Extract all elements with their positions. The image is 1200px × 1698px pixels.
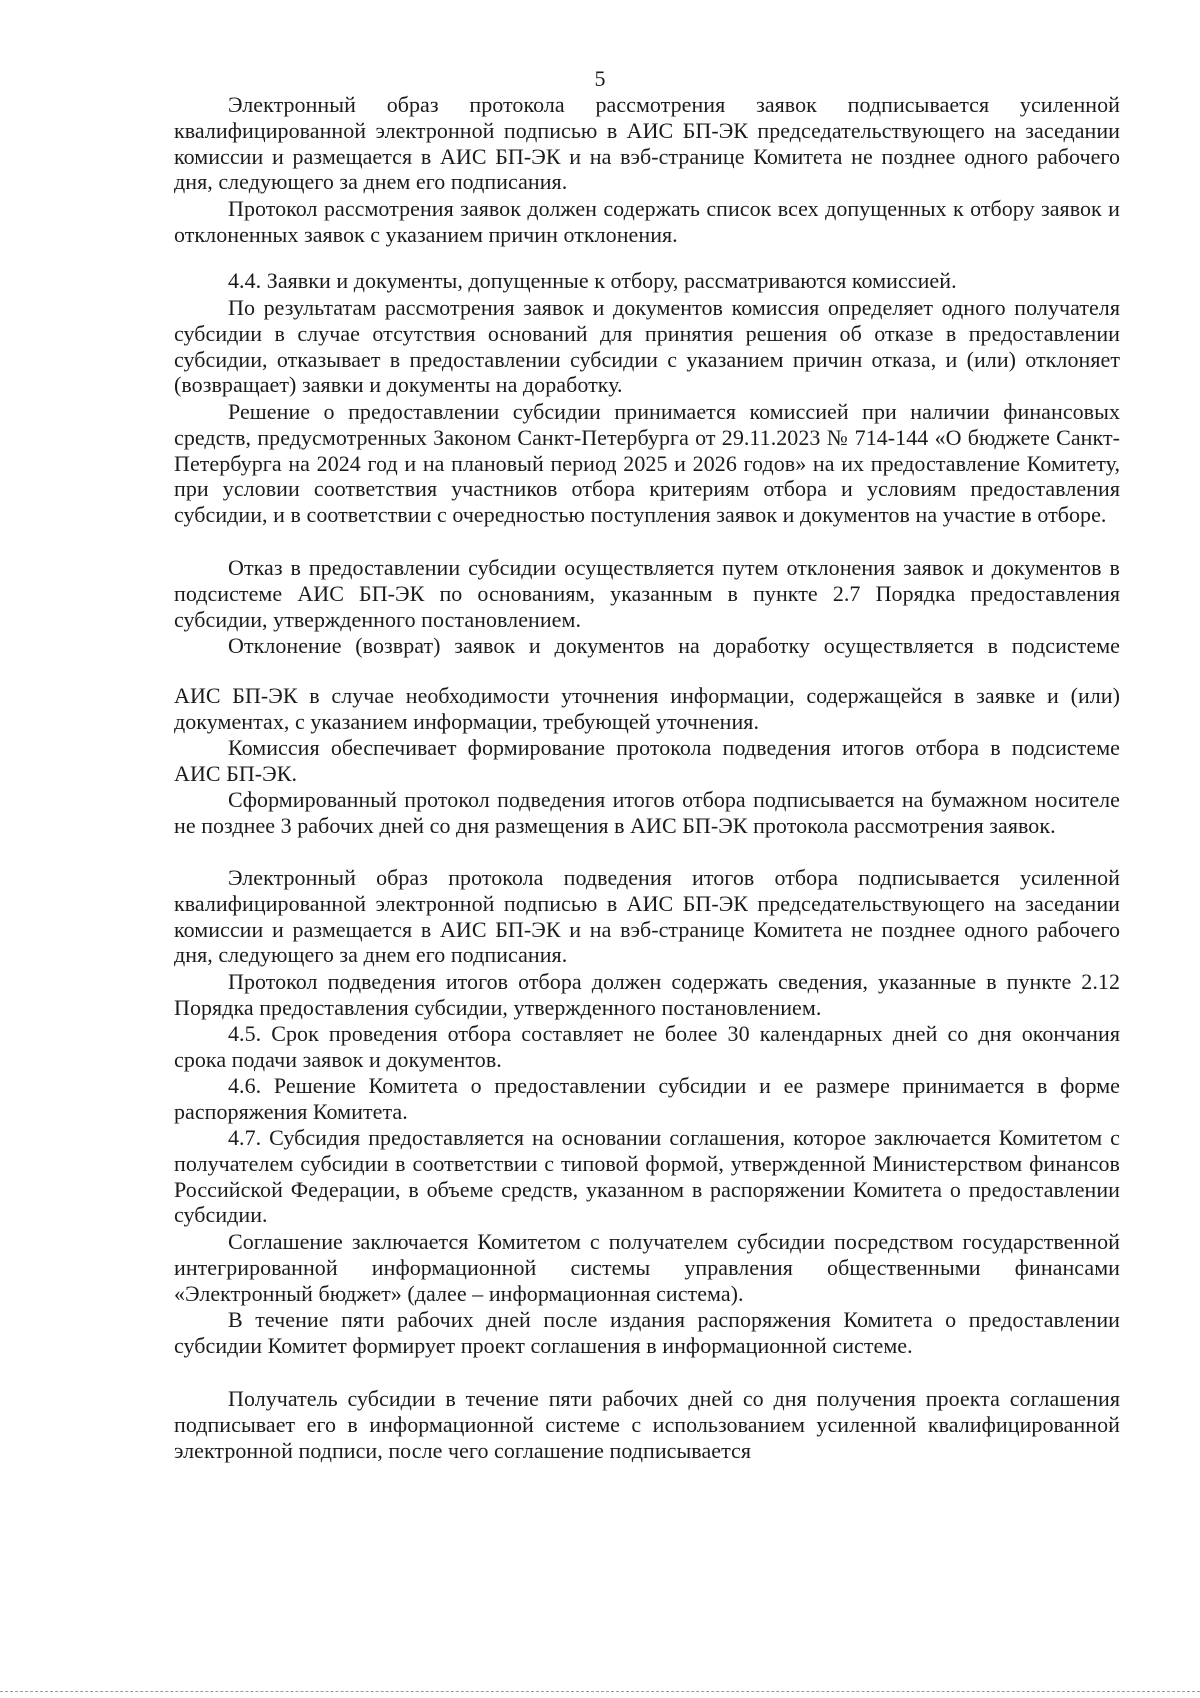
paragraph: Протокол рассмотрения заявок должен содержать список всех допущенных к отбору заявок и отклоненных заявок с указанием причин отклонения. [174,196,1120,247]
page-number: 5 [594,66,606,91]
page-bottom-edge [0,1691,1200,1692]
paragraph: Получатель субсидии в течение пяти рабочих дней со дня получения проекта соглашения подписывает его в информационной системе с использованием усиленной квалифицированной электронной подписи, после чего соглашение подписывается [174,1386,1120,1463]
paragraph: Соглашение заключается Комитетом с получателем субсидии посредством государственной интегрированной информационной системы управления общественными финансами «Электронный бюджет» (далее – информационная система). [174,1229,1120,1306]
paragraph: 4.4. Заявки и документы, допущенные к отбору, рассматриваются комиссией. [228,268,957,293]
paragraph: 4.6. Решение Комитета о предоставлении субсидии и ее размере принимается в форме распоряжения Комитета. [174,1073,1120,1124]
paragraph: 4.7. Субсидия предоставляется на основании соглашения, которое заключается Комитетом с получателем субсидии в соответствии с типовой формой, утвержденной Министерством финансов Российской Федерации, в объеме средств, указанном в распоряжении Комитета о предоставлении субсидии. [174,1125,1120,1228]
paragraph: Отклонение (возврат) заявок и документов на доработку осуществляется в подсистеме [228,633,1120,658]
paragraph: Электронный образ протокола подведения итогов отбора подписывается усиленной квалифицированной электронной подписью в АИС БП-ЭК председательствующего на заседании комиссии и размещается в АИС БП-ЭК и на вэб-странице Комитета не позднее одного рабочего дня, следующего за днем его подписания. [174,865,1120,968]
paragraph: Сформированный протокол подведения итогов отбора подписывается на бумажном носителе не позднее 3 рабочих дней со дня размещения в АИС БП-ЭК протокола рассмотрения заявок. [174,787,1120,838]
paragraph: По результатам рассмотрения заявок и документов комиссия определяет одного получателя субсидии в случае отсутствия оснований для принятия решения об отказе в предоставлении субсидии, отказывает в предоставлении субсидии с указанием причин отказа, и (или) отклоняет (возвращает) заявки и документы на доработку. [174,295,1120,398]
paragraph: Электронный образ протокола рассмотрения заявок подписывается усиленной квалифицированной электронной подписью в АИС БП-ЭК председательствующего на заседании комиссии и размещается в АИС БП-ЭК и на вэб-странице Комитета не позднее одного рабочего дня, следующего за днем его подписания. [174,92,1120,195]
paragraph: В течение пяти рабочих дней после издания распоряжения Комитета о предоставлении субсидии Комитет формирует проект соглашения в информационной системе. [174,1307,1120,1358]
paragraph: Протокол подведения итогов отбора должен содержать сведения, указанные в пункте 2.12 Порядка предоставления субсидии, утвержденного постановлением. [174,969,1120,1020]
paragraph: Комиссия обеспечивает формирование протокола подведения итогов отбора в подсистеме АИС БП-ЭК. [174,735,1120,786]
paragraph: 4.5. Срок проведения отбора составляет не более 30 календарных дней со дня окончания срока подачи заявок и документов. [174,1021,1120,1072]
paragraph: АИС БП-ЭК в случае необходимости уточнения информации, содержащейся в заявке и (или) документах, с указанием информации, требующей уточнения. [174,683,1120,734]
paragraph: Отказ в предоставлении субсидии осуществляется путем отклонения заявок и документов в подсистеме АИС БП-ЭК по основаниям, указанным в пункте 2.7 Порядка предоставления субсидии, утвержденного постановлением. [174,555,1120,632]
paragraph: Решение о предоставлении субсидии принимается комиссией при наличии финансовых средств, предусмотренных Законом Санкт-Петербурга от 29.11.2023 № 714-144 «О бюджете Санкт-Петербурга на 2024 год и на плановый период 2025 и 2026 годов» на их предоставление Комитету, при условии соответствия участников отбора критериям отбора и условиям предоставления субсидии, и в соответствии с очередностью поступления заявок и документов на участие в отборе. [174,399,1120,528]
